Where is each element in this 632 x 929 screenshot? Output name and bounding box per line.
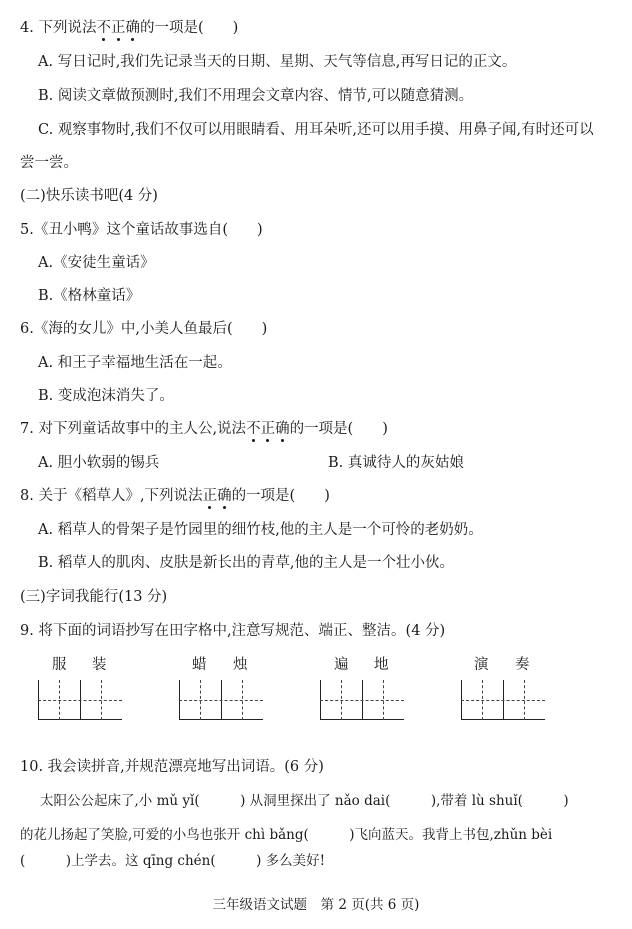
q10-passage-line3: ( )上学去。这 qīng chén( ) 多么美好!	[20, 853, 326, 869]
q8-stem: 8. 关于《稻草人》,下列说法正确的一项是( )	[20, 488, 330, 504]
page-footer: 三年级语文试题 第 2 页(共 6 页)	[212, 897, 420, 913]
tian-grid-3[interactable]	[320, 680, 404, 720]
q8-option-a: A. 稻草人的骨架子是竹园里的细竹枝,他的主人是一个可怜的老奶奶。	[38, 522, 483, 538]
q4-option-a: A. 写日记时,我们先记录当天的日期、星期、天气等信息,再写日记的正文。	[38, 54, 517, 70]
q5-stem: 5.《丑小鸭》这个童话故事选自( )	[20, 222, 263, 238]
q9-word3-char1: 遍	[334, 657, 349, 673]
q8-option-b: B. 稻草人的肌肉、皮肤是新长出的青草,他的主人是一个壮小伙。	[38, 555, 454, 571]
q4-option-c-line1: C. 观察事物时,我们不仅可以用眼睛看、用耳朵听,还可以用手摸、用鼻子闻,有时还可以	[38, 122, 594, 138]
section-3-heading: (三)字词我能行(13 分)	[20, 589, 168, 605]
tian-grid-1[interactable]	[38, 680, 122, 720]
emphasis-dot-char: 正	[110, 20, 126, 36]
q9-stem: 9. 将下面的词语抄写在田字格中,注意写规范、端正、整洁。(4 分)	[20, 623, 446, 639]
emphasis-dot-char: 不	[96, 20, 111, 36]
q4-stem: 4. 下列说法不正确的一项是( )	[20, 20, 239, 36]
q9-word4-char1: 演	[474, 657, 489, 673]
emphasis-dot-char: 正	[202, 488, 218, 504]
q5-option-b: B.《格林童话》	[38, 288, 141, 304]
q10-stem: 10. 我会读拼音,并规范漂亮地写出词语。(6 分)	[20, 759, 324, 775]
q9-word1-char1: 服	[52, 657, 67, 673]
q6-option-a: A. 和王子幸福地生活在一起。	[38, 355, 232, 371]
q9-word1-char2: 装	[92, 657, 107, 673]
q10-passage-line2: 的花儿扬起了笑脸,可爱的小鸟也张开 chì bǎng( )飞向蓝天。我背上书包,zhǔn bèi	[20, 827, 553, 843]
q7-stem: 7. 对下列童话故事中的主人公,说法不正确的一项是( )	[20, 421, 388, 437]
emphasis-dot-char: 不	[246, 421, 261, 437]
q9-word2-char2: 烛	[233, 657, 248, 673]
emphasis-dot-char: 确	[217, 488, 232, 504]
q5-option-a: A.《安徒生童话》	[38, 255, 155, 271]
tian-grid-2[interactable]	[179, 680, 263, 720]
emphasis-dot-char: 确	[275, 421, 290, 437]
q6-option-b: B. 变成泡沫消失了。	[38, 388, 174, 404]
emphasis-dot-char: 确	[125, 20, 140, 36]
q9-word3-char2: 地	[374, 657, 389, 673]
section-2-heading: (二)快乐读书吧(4 分)	[20, 188, 158, 204]
q9-word2-char1: 蜡	[192, 657, 207, 673]
q10-passage-line1: 太阳公公起床了,小 mǔ yǐ( ) 从洞里探出了 nǎo dai( ),带着 lù shuǐ( )	[40, 793, 569, 809]
tian-grid-4[interactable]	[461, 680, 545, 720]
q6-stem: 6.《海的女儿》中,小美人鱼最后( )	[20, 321, 268, 337]
q7-option-b: B. 真诚待人的灰姑娘	[328, 455, 464, 471]
q7-option-a: A. 胆小软弱的锡兵	[38, 455, 160, 471]
q9-word4-char2: 奏	[515, 657, 530, 673]
q4-option-b: B. 阅读文章做预测时,我们不用理会文章内容、情节,可以随意猜测。	[38, 88, 474, 104]
q4-option-c-line2: 尝一尝。	[20, 155, 78, 171]
emphasis-dot-char: 正	[260, 421, 276, 437]
